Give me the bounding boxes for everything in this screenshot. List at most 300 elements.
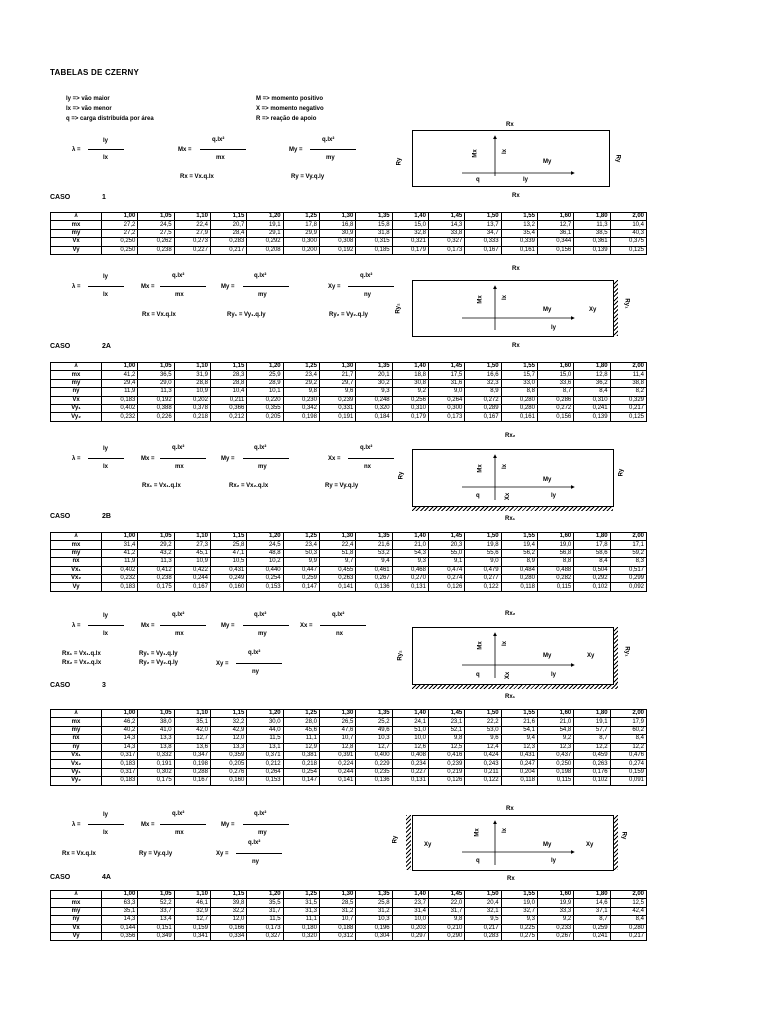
table-cell: 25,8: [356, 899, 392, 907]
lambda-label: λ =: [72, 284, 81, 290]
row-label: λ: [51, 213, 102, 221]
table-cell: 1,35: [356, 533, 392, 541]
table-cell: 32,2: [210, 718, 246, 726]
frac-den: my: [258, 292, 267, 298]
table-cell: 10,0: [392, 735, 428, 743]
table-cell: 0,185: [356, 246, 392, 254]
table-cell: 1,80: [574, 891, 610, 899]
table-cell: 0,233: [537, 924, 573, 932]
table-cell: 8,8: [537, 558, 573, 566]
table-cell: 1,45: [428, 710, 464, 718]
table-cell: 0,424: [465, 751, 501, 759]
table-cell: 0,277: [465, 574, 501, 582]
frac-den: lx: [103, 155, 109, 161]
row-label: λ: [51, 891, 102, 899]
table-cell: 57,7: [574, 726, 610, 734]
table-cell: 13,3: [138, 735, 174, 743]
case-id: 4A: [102, 874, 111, 881]
My-label: My =: [221, 456, 235, 462]
table-cell: 56,2: [501, 549, 537, 557]
table-cell: 27,2: [102, 229, 138, 237]
table-cell: 28,9: [247, 379, 283, 387]
table-cell: 1,25: [283, 891, 319, 899]
row-label: Vy₂: [51, 777, 102, 785]
table-cell: 1,60: [537, 710, 573, 718]
table-cell: 2,00: [610, 363, 646, 371]
table-cell: 1,00: [102, 891, 138, 899]
table-cell: 31,7: [428, 907, 464, 915]
frac-num: q.lx²: [172, 445, 185, 451]
table-cell: 0,264: [428, 396, 464, 404]
table-cell: 0,276: [210, 768, 246, 776]
table-cell: 16,8: [319, 221, 355, 229]
table-cell: 27,9: [174, 229, 210, 237]
table-cell: 1,60: [537, 533, 573, 541]
table-cell: 0,286: [537, 396, 573, 404]
table-cell: 0,224: [319, 760, 355, 768]
table-cell: 0,359: [210, 751, 246, 759]
table-cell: 0,244: [174, 574, 210, 582]
table-cell: 0,254: [283, 768, 319, 776]
table-cell: 60,2: [610, 726, 646, 734]
My-label: My: [543, 159, 552, 165]
table-cell: 0,212: [210, 413, 246, 421]
frac-num: q.lx²: [360, 445, 373, 451]
table-cell: 0,321: [392, 238, 428, 246]
row-label: ny: [51, 743, 102, 751]
table-cell: 0,476: [610, 751, 646, 759]
table-cell: 11,5: [247, 735, 283, 743]
table-cell: 1,80: [574, 533, 610, 541]
table-cell: 14,3: [102, 743, 138, 751]
table-cell: 35,5: [247, 899, 283, 907]
table-cell: 0,166: [210, 924, 246, 932]
row-label: my: [51, 726, 102, 734]
table-cell: 0,102: [574, 583, 610, 591]
table-cell: 19,4: [501, 541, 537, 549]
table-cell: 8,2: [610, 388, 646, 396]
table-cell: 0,205: [247, 413, 283, 421]
table-cell: 10,0: [392, 916, 428, 924]
Mx-label: Mx =: [141, 456, 155, 462]
table-cell: 1,40: [392, 891, 428, 899]
table-cell: 12,2: [574, 743, 610, 751]
table-cell: 0,167: [465, 413, 501, 421]
reaction-formula: Rx = Vx.q.lx: [180, 174, 214, 180]
table-cell: 12,4: [465, 743, 501, 751]
frac-num: ly: [103, 138, 109, 144]
table-cell: 0,342: [283, 404, 319, 412]
case3-axes: [462, 633, 574, 678]
table-cell: 1,10: [174, 363, 210, 371]
table-cell: 37,1: [574, 907, 610, 915]
table-cell: 13,3: [210, 743, 246, 751]
table-cell: 1,20: [247, 533, 283, 541]
table-cell: 0,302: [138, 768, 174, 776]
table-cell: 0,217: [610, 404, 646, 412]
table-cell: 0,183: [102, 583, 138, 591]
table-cell: 0,504: [574, 566, 610, 574]
table-cell: 12,7: [537, 221, 573, 229]
frac-den: nx: [364, 464, 372, 470]
table-cell: 1,15: [210, 710, 246, 718]
ly-label: ly: [551, 493, 557, 499]
table-cell: 1,40: [392, 213, 428, 221]
frac-den: ny: [364, 292, 372, 298]
case-label: CASO: [50, 343, 71, 350]
table-cell: 0,151: [138, 924, 174, 932]
My-label: My: [543, 653, 552, 659]
table-cell: 0,167: [465, 246, 501, 254]
table-cell: 26,5: [319, 718, 355, 726]
table-cell: 23,1: [428, 718, 464, 726]
Mx-label: Mx: [474, 828, 481, 837]
lambda-label: λ =: [72, 147, 81, 153]
Xx-label: Xx =: [300, 623, 313, 629]
table-cell: 1,20: [247, 213, 283, 221]
table-cell: 0,238: [138, 246, 174, 254]
table-cell: 0,173: [428, 413, 464, 421]
table-cell: 0,226: [138, 413, 174, 421]
table-cell: 11,5: [247, 916, 283, 924]
My-label: My: [543, 842, 552, 848]
table-cell: 0,208: [247, 246, 283, 254]
table-cell: 58,6: [574, 549, 610, 557]
table-cell: 46,2: [102, 718, 138, 726]
case-id: 2A: [102, 343, 111, 350]
table-cell: 20,1: [356, 371, 392, 379]
table-cell: 1,55: [501, 363, 537, 371]
case-id: 1: [102, 194, 106, 201]
table-cell: 19,1: [247, 221, 283, 229]
lambda-label: λ =: [72, 822, 81, 828]
frac-den: mx: [216, 155, 225, 161]
legend-ly: ly => vão maior: [66, 96, 110, 102]
table-cell: 1,55: [501, 710, 537, 718]
table-cell: 9,8: [283, 388, 319, 396]
row-label: Vy: [51, 246, 102, 254]
table-cell: 29,7: [319, 379, 355, 387]
table-cell: 35,1: [174, 718, 210, 726]
table-cell: 40,2: [102, 726, 138, 734]
case2a-axes: [462, 286, 574, 330]
table-cell: 21,6: [501, 718, 537, 726]
table-cell: 0,263: [319, 574, 355, 582]
table-cell: 55,6: [465, 549, 501, 557]
table-cell: 38,5: [574, 229, 610, 237]
reaction-formula: Rx₁ = Vx₁.q.lx: [62, 651, 101, 657]
q-label: q: [476, 672, 480, 678]
table-cell: 0,217: [210, 246, 246, 254]
table-cell: 33,3: [537, 907, 573, 915]
table-cell: 0,461: [356, 566, 392, 574]
frac-den: my: [326, 155, 335, 161]
frac-den: my: [258, 464, 267, 470]
row-label: Vy₁: [51, 768, 102, 776]
table-cell: 0,192: [319, 246, 355, 254]
Mx-label: Mx: [477, 295, 484, 304]
table-cell: 28,8: [174, 379, 210, 387]
table-cell: 21,0: [392, 541, 428, 549]
table-cell: 0,327: [428, 238, 464, 246]
table-cell: 0,184: [356, 413, 392, 421]
table-cell: 8,4: [574, 388, 610, 396]
table-cell: 0,179: [392, 413, 428, 421]
table-cell: 23,4: [283, 541, 319, 549]
table-cell: 1,30: [319, 363, 355, 371]
table-cell: 0,160: [210, 583, 246, 591]
table-cell: 1,60: [537, 363, 573, 371]
table-cell: 19,1: [574, 718, 610, 726]
table-cell: 0,243: [465, 760, 501, 768]
table-cell: 30,0: [247, 718, 283, 726]
table-cell: 1,15: [210, 891, 246, 899]
table-cell: 0,200: [283, 246, 319, 254]
table-cell: 12,5: [428, 743, 464, 751]
table-cell: 0,422: [174, 566, 210, 574]
table-cell: 8,8: [501, 388, 537, 396]
table-cell: 0,381: [283, 751, 319, 759]
table-cell: 1,55: [501, 533, 537, 541]
table-cell: 0,249: [210, 574, 246, 582]
table-cell: 27,3: [174, 541, 210, 549]
table-cell: 0,259: [283, 574, 319, 582]
table-cell: 0,310: [392, 404, 428, 412]
table-cell: 45,1: [174, 549, 210, 557]
table-cell: 15,7: [501, 371, 537, 379]
table-cell: 32,3: [465, 379, 501, 387]
table-cell: 1,05: [138, 533, 174, 541]
table-cell: 0,402: [102, 566, 138, 574]
table-cell: 1,10: [174, 533, 210, 541]
lx-label: lx: [502, 827, 509, 834]
table-cell: 0,267: [356, 574, 392, 582]
table-cell: 0,300: [283, 238, 319, 246]
table-cell: 0,280: [501, 404, 537, 412]
table-cell: 0,244: [319, 768, 355, 776]
table-cell: 13,7: [465, 221, 501, 229]
table-cell: 31,3: [283, 907, 319, 915]
reaction-formula: Rx = Vx.q.lx: [142, 312, 176, 318]
frac-num: q.lx²: [172, 811, 185, 817]
table-cell: 0,256: [392, 396, 428, 404]
table-cell: 10,2: [247, 558, 283, 566]
table-cell: 47,6: [319, 726, 355, 734]
table-cell: 28,3: [210, 371, 246, 379]
table-cell: 0,161: [501, 246, 537, 254]
lambda-label: λ =: [72, 456, 81, 462]
table-cell: 10,3: [356, 916, 392, 924]
reaction-formula: Ry₂ = Vy₂.q.ly: [329, 312, 368, 318]
Mx-label: Mx =: [141, 623, 155, 629]
q-label: q: [476, 177, 480, 183]
table-cell: 11,1: [283, 916, 319, 924]
table-cell: 1,20: [247, 710, 283, 718]
table-cell: 31,4: [392, 907, 428, 915]
table-cell: 0,192: [138, 396, 174, 404]
Rx-label: Rx: [507, 876, 515, 882]
table-cell: 8,7: [574, 916, 610, 924]
table-cell: 0,220: [247, 396, 283, 404]
table-cell: 0,218: [283, 760, 319, 768]
table-cell: 0,204: [501, 768, 537, 776]
table-cell: 0,139: [574, 246, 610, 254]
table-cell: 0,484: [501, 566, 537, 574]
table-cell: 0,334: [210, 932, 246, 940]
table-cell: 35,4: [501, 229, 537, 237]
table-cell: 14,3: [428, 221, 464, 229]
table-cell: 44,0: [247, 726, 283, 734]
row-label: Vy: [51, 583, 102, 591]
table-cell: 0,202: [174, 396, 210, 404]
table-cell: 1,25: [283, 363, 319, 371]
table-cell: 29,0: [138, 379, 174, 387]
Mx-label: Mx =: [178, 147, 192, 153]
table-cell: 27,5: [138, 229, 174, 237]
table-cell: 45,6: [283, 726, 319, 734]
table-cell: 42,9: [210, 726, 246, 734]
table-cell: 30,8: [392, 379, 428, 387]
table-cell: 1,80: [574, 213, 610, 221]
table-cell: 14,3: [102, 735, 138, 743]
table-cell: 0,272: [537, 404, 573, 412]
table-cell: 9,7: [319, 558, 355, 566]
table-cell: 0,125: [610, 413, 646, 421]
table-cell: 0,160: [210, 777, 246, 785]
table-cell: 1,55: [501, 213, 537, 221]
table-cell: 0,217: [465, 924, 501, 932]
frac-num: q.lx²: [360, 273, 373, 279]
lx-label: lx: [502, 463, 509, 470]
reaction-formula: Rx₁ = Vx₁.q.lx: [142, 483, 181, 489]
table-cell: 0,400: [356, 751, 392, 759]
Xy-label: Xy: [586, 842, 594, 848]
table-cell: 1,25: [283, 213, 319, 221]
table-cell: 10,7: [319, 735, 355, 743]
table-cell: 0,180: [283, 924, 319, 932]
Mx-label: Mx: [477, 641, 484, 650]
table-cell: 0,153: [247, 583, 283, 591]
table-cell: 0,349: [138, 932, 174, 940]
table-cell: 0,139: [574, 413, 610, 421]
My-label: My =: [221, 284, 235, 290]
table-cell: 32,1: [465, 907, 501, 915]
row-label: my: [51, 907, 102, 915]
table-cell: 15,0: [537, 371, 573, 379]
table-cell: 1,55: [501, 891, 537, 899]
table-cell: 1,50: [465, 533, 501, 541]
table-cell: 38,8: [610, 379, 646, 387]
table-cell: 28,5: [319, 899, 355, 907]
table-cell: 18,8: [392, 371, 428, 379]
table-cell: 0,474: [428, 566, 464, 574]
table-cell: 0,283: [465, 932, 501, 940]
table-cell: 0,315: [356, 238, 392, 246]
legend-q: q => carga distribuída por área: [66, 116, 154, 122]
table-cell: 22,4: [319, 541, 355, 549]
table-cell: 0,273: [174, 238, 210, 246]
table-cell: 0,437: [537, 751, 573, 759]
lx-label: lx: [502, 640, 509, 647]
table-cell: 9,4: [356, 558, 392, 566]
table-cell: 41,2: [102, 549, 138, 557]
table-cell: 17,9: [610, 718, 646, 726]
table-cell: 31,2: [356, 907, 392, 915]
frac-num: ly: [103, 274, 109, 280]
table-cell: 55,0: [428, 549, 464, 557]
table-cell: 0,479: [465, 566, 501, 574]
table-cell: 0,136: [356, 583, 392, 591]
table-cell: 36,2: [574, 379, 610, 387]
table-cell: 0,173: [428, 246, 464, 254]
table-cell: 12,9: [283, 743, 319, 751]
frac-den: mx: [175, 830, 184, 836]
table-cell: 36,1: [537, 229, 573, 237]
table-cell: 0,091: [610, 777, 646, 785]
table-cell: 0,205: [210, 760, 246, 768]
table-cell: 0,173: [247, 924, 283, 932]
ly-label: ly: [551, 858, 557, 864]
table-cell: 11,1: [283, 735, 319, 743]
reaction-formula: Ry₁ = Vy₁.q.ly: [227, 312, 266, 318]
table-cell: 0,092: [610, 583, 646, 591]
table-cell: 0,167: [174, 777, 210, 785]
table-cell: 8,4: [574, 558, 610, 566]
table-cell: 20,7: [210, 221, 246, 229]
table-cell: 9,1: [428, 558, 464, 566]
legend-R: R => reação de apoio: [256, 116, 317, 122]
table-cell: 1,30: [319, 710, 355, 718]
table-cell: 0,282: [537, 574, 573, 582]
table-cell: 11,3: [138, 388, 174, 396]
table-cell: 20,3: [428, 541, 464, 549]
table-cell: 10,3: [356, 735, 392, 743]
table-cell: 33,8: [428, 229, 464, 237]
table-cell: 11,4: [610, 371, 646, 379]
table-cell: 0,156: [537, 413, 573, 421]
frac-den: ny: [252, 859, 260, 865]
case1-axes: [462, 136, 574, 176]
table-cell: 0,211: [210, 396, 246, 404]
table-cell: 0,347: [174, 751, 210, 759]
row-label: mx: [51, 718, 102, 726]
table-cell: 12,3: [501, 743, 537, 751]
table-cell: 0,188: [319, 924, 355, 932]
case-label: CASO: [50, 682, 71, 689]
table-cell: 31,9: [174, 371, 210, 379]
table-cell: 12,2: [610, 743, 646, 751]
table-cell: 1,35: [356, 710, 392, 718]
table-cell: 0,159: [174, 924, 210, 932]
table-cell: 0,292: [247, 238, 283, 246]
table-cell: 39,8: [210, 899, 246, 907]
frac-den: lx: [103, 292, 109, 298]
Ry-label: Ry: [614, 154, 621, 163]
table-cell: 0,412: [138, 566, 174, 574]
table-cell: 0,175: [138, 583, 174, 591]
table-cell: 12,8: [574, 371, 610, 379]
table-cell: 53,2: [356, 549, 392, 557]
table-cell: 14,3: [102, 916, 138, 924]
Ry1-label: Ry₁: [623, 298, 630, 309]
table-cell: 0,218: [174, 413, 210, 421]
table-cell: 0,263: [574, 760, 610, 768]
table-cell: 0,308: [319, 238, 355, 246]
table-cell: 13,4: [138, 916, 174, 924]
table-cell: 0,238: [138, 574, 174, 582]
Rx-label: Rx: [506, 122, 514, 128]
table-cell: 0,320: [356, 404, 392, 412]
